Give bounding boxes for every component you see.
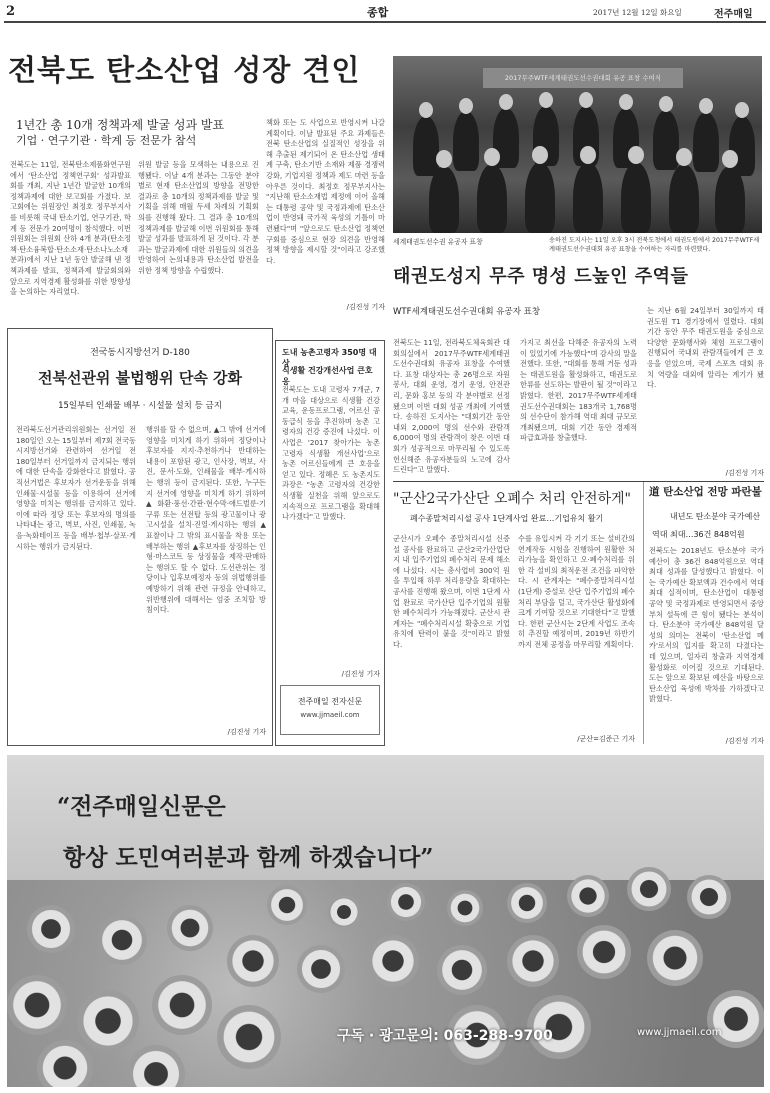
page-number: 2 bbox=[6, 4, 16, 19]
e-paper-promo bbox=[280, 685, 380, 735]
lead-body-col-2: 위원 발굴 등을 모색하는 내용으로 진행됐다. 이날 4개 분과는 그동안 분야별로 현재 탄소산업의 방향을 전망한 결과로 총 10개의 정책과제를 발굴 및 기획을 위해 매월 두세 차례의 기획회의를 진행해 왔다. 그 결과 총 10개의 정책과제를 발굴해 이번 위원회를 통해 발굴 성과를 발표하게 된 것이다. 각 분과는 발굴과제에 대한 위원들의 의견을 반영하여 논의내용과 탄소산업 발전을 위한 정책 방향을 수립했다. bbox=[138, 160, 259, 275]
taekwondo-body-col-2: 가지고 최선을 다해준 유공자의 노력이 있었기에 가능했다"며 감사의 말을 전했다. 또한, "대회를 통해 거둔 성과는 태권도원을 활성화하고, 태권도로 한류를 선도하는 발판이 될 것"이라고 밝혔다. 한편, 2017무주WTF세계태권도선수권대회는 183개국 1,768명의 선수단이 참가해 역대 최대 규모로 개최됐으며, 대회 기간 동안 경제적 파급효과를 창출했다. bbox=[520, 338, 637, 443]
column-divider bbox=[643, 482, 644, 744]
farm-article-box bbox=[275, 340, 385, 746]
taekwondo-body-col-3: 는 지난 6월 24일부터 30일까지 태권도원 T1 경기장에서 열렸다. 대회 기간 동안 무주 태권도원을 중심으로 다양한 문화행사와 체험 프로그램이 진행되어 국내외 관람객들에게 큰 호응을 얻었으며, 국제 스포츠 대회 유치 역량을 대외에 알리는 계기가 됐다. bbox=[647, 306, 764, 390]
taekwondo-headline: 태권도성지 무주 명성 드높인 주역들 bbox=[393, 266, 689, 287]
election-headline: 전북선관위 불법행위 단속 강화 bbox=[37, 369, 243, 387]
ad-slogan-line-1: “전주매일신문은 bbox=[57, 793, 226, 820]
taekwondo-byline: /김진성 기자 bbox=[725, 469, 764, 477]
section-divider bbox=[393, 481, 764, 482]
lead-byline: /김진성 기자 bbox=[346, 303, 385, 311]
gunsan-subhead: 폐수종말처리시설 공사 1단계사업 완료…기업유치 활기 bbox=[410, 514, 604, 523]
farm-body: 전북도는 도내 고령자 7개군, 7개 마을 대상으로 식생활 건강교육, 운동프로그램, 어르신 공동급식 등을 추진하며 농촌 고령자의 건강 증진에 나섰다. 이 사업은 '2017 찾아가는 농촌 고령자 식생활 개선사업'으로 농촌 어르신들에게 큰 호응을 얻고 있다. 정혜은 도 농촌지도과장은 "농촌 고령자의 건강한 식생활 실천을 위해 앞으로도 지속적으로 프로그램을 확대해 나가겠다"고 말했다. bbox=[282, 385, 380, 522]
ad-website-link[interactable]: www.jjmaeil.com bbox=[637, 1027, 722, 1038]
masthead-logo: 전주매일 bbox=[714, 9, 753, 20]
e-paper-url[interactable]: www.jjmaeil.com bbox=[300, 711, 360, 719]
photo-caption-title: 세계태권도선수권 유공자 표창 bbox=[393, 238, 483, 246]
carbon-byline: /김진성 기자 bbox=[725, 737, 764, 745]
e-paper-title: 전주매일 전자신문 bbox=[297, 697, 363, 706]
farm-headline-1: 도내 농촌고령자 350명 대상 bbox=[282, 348, 377, 368]
gunsan-body-col-1: 군산시가 오페수 종말처리시설 신증설 공사를 완료하고 군산2국가산업단지 내 입주기업의 폐수처리 문제 해소에 나섰다. 시는 총사업비 300억 원을 투입해 하루 처리용량을 확대하는 공사를 진행해 왔으며, 이번 1단계 사업 완료로 국가산단 입주기업의 원활한 폐수처리가 가능해졌다. 군산시 관계자는 "폐수처리시설 확충으로 기업 유치에 탄력이 붙을 것"이라고 밝혔다. bbox=[393, 534, 510, 649]
taekwondo-subhead: WTF세계태권도선수권대회 유공자 표창 bbox=[393, 307, 541, 317]
sunflower-advertisement bbox=[7, 755, 764, 1087]
lead-subhead-1: 1년간 총 10개 정책과제 발굴 성과 발표 bbox=[16, 118, 225, 132]
lead-headline: 전북도 탄소산업 성장 견인 bbox=[8, 53, 361, 87]
election-subhead: 15일부터 인쇄물 배부 · 시설물 설치 등 금지 bbox=[58, 401, 222, 411]
farm-byline: /김진성 기자 bbox=[341, 670, 380, 678]
ad-contact-phone: 구독 · 광고문의: 063-288-9700 bbox=[337, 1028, 553, 1044]
photo-caption-text: 송하진 도지사는 11일 오후 3시 전북도청에서 태권도원에서 2017무주WTF세계태권도선수권대회 유공 표창을 수여하는 자리를 마련했다. bbox=[549, 237, 760, 253]
election-body-col-2: 행위를 할 수 없으며, ▲그 밖에 선거에 영향을 미치게 하기 위하여 정당이나 후보자를 지지·추천하거나 반대하는 내용이 포함된 광고, 인사장, 벽보, 사진, 문서·도화, 인쇄물을 배부·게시하는 행위 등이 금지된다. 또한, 누구든지 선거에 영향을 미치게 하기 위하여 ▲화환·풍선·간판·현수막·애드벌룬·기구류 또는 선전탑 등의 광고물이나 광고시설을 설치·진열·게시하는 행위 ▲표찰이나 그 밖의 표시물을 착용 또는 배부하는 행위 ▲후보자를 상징하는 인형·마스코트 등 상징물을 제작·판매하는 행위도 할 수 없다. 도선관위는 정당이나 입후보예정자 등의 위법행위를 예방하기 위해 관련 규정을 안내하고, 위반행위에 대해서는 엄중 조치할 방침이다. bbox=[146, 425, 266, 615]
header-rule bbox=[4, 21, 766, 23]
gunsan-headline: "군산2국가산단 오폐수 처리 안전하게" bbox=[393, 491, 631, 507]
carbon-subhead-1: 내년도 탄소분야 국가예산 bbox=[670, 512, 761, 521]
lead-body-col-3: 책화 또는 도 사업으로 반영시켜 나갈 계획이다. 이날 발표된 주요 과제들은 전북 탄소산업의 실질적인 성장을 위해 추출된 제기되어 온 탄소산업 생태계 구축, 탄소기반 소재와 제품 경쟁력 강화, 기업지원 정책과 제도 마련 등을 아우른 것이다. 최정호 정무부지사는 "지난해 탄소소재법 제정에 이어 올해는 대통령 공약 및 국정과제에 탄소산업이 반영돼 국가적 육성의 기틀이 마련됐다"며 "앞으로도 탄소산업 정책연구회를 중심으로 현장 의견을 반영해 정책 방향을 제시할 것"이라고 강조했다. bbox=[266, 118, 385, 265]
election-kicker: 전국동시지방선거 D-180 bbox=[90, 348, 190, 358]
carbon-headline: 道 탄소산업 전망 파란불 bbox=[649, 486, 762, 498]
carbon-subhead-2: 역대 최대…36건 848억원 bbox=[652, 530, 745, 539]
issue-date: 2017년 12월 12일 화요일 bbox=[593, 8, 682, 17]
election-article-box bbox=[7, 328, 273, 746]
election-body-col-1: 전라북도선거관리위원회는 선거일 전 180일인 오는 15일부터 제7회 전국동시지방선거와 관련하여 선거일 전 180일부터 선거일까지 금지되는 행위에 대한 단속을 강화한다고 밝혔다. 공직선거법은 후보자가 선거운동을 위해 인쇄물·시설물 등을 이용하여 선거에 영향을 미치는 행위를 금지하고 있다. 이에 따라 정당 또는 후보자의 명의를 나타내는 광고, 벽보, 사진, 인쇄물, 녹음·녹화테이프 등을 배부·첩부·살포·게시하는 행위가 금지된다. bbox=[16, 425, 136, 551]
photo-banner: 2017무주WTF세계태권도선수권대회 유공 표창 수여식 bbox=[483, 68, 683, 88]
carbon-body: 전북도는 2018년도 탄소분야 국가예산이 총 36건 848억원으로 역대 최대 성과를 달성했다고 밝혔다. 이는 국가예산 확보액과 건수에서 역대 최대 실적이며, 탄소산업이 대통령 공약 및 국정과제로 반영되면서 중앙부처 설득에 큰 힘이 됐다는 분석이다. 탄소분야 국가예산 848억원 달성의 의미는 전북이 '탄소산업 메카'로서의 입지를 확고히 다졌다는 데 있으며, 일자리 창출과 지역경제 활성화로 이어질 것으로 기대된다. 도는 앞으로 확보된 예산을 바탕으로 탄소산업 육성에 박차를 가하겠다고 밝혔다. bbox=[649, 546, 764, 704]
award-ceremony-photo bbox=[393, 56, 762, 233]
election-byline: /김진성 기자 bbox=[227, 728, 266, 736]
lead-body-col-1: 전북도는 11일, 전북탄소제품화연구원에서 '탄소산업 정책연구회' 성과발표회를 개최, 지난 1년간 발굴한 10개의 정책과제에 대한 보고회를 가졌다. 보고회에는 위원장인 최정호 정무부지사를 비롯해 국내 탄소기업, 연구기관, 학계 등 전문가 20여명이 참석했다. 이번 위원회는 위원회 산하 4개 분과(탄소정책·탄소융복합·탄소소재·탄소나노소재분과)에서 지난 1년 동안 발굴해 낸 정책과제를 발표, 정책과제 발굴회의와 앞으로 지역경제 활성화를 위한 방향성을 논의하는 자리였다. bbox=[10, 160, 131, 297]
farm-headline-2: 식생활 건강개선사업 큰호응 bbox=[282, 366, 373, 386]
gunsan-body-col-2: 수를 유입시켜 각 기기 또는 설비간의 연계작동 시험을 진행하여 원활한 처리가능을 확인하고 오·폐수처리를 위한 각 설비의 최적운전 조건을 파악한다. 시 관계자는 "폐수종말처리시설(1단계) 증설로 산단 입주기업의 폐수처리 부담을 덜고, 국가산단 활성화에 크게 기여할 것으로 기대한다"고 말했다. 한편 군산시는 2단계 사업도 조속히 추진할 예정이며, 2019년 하반기까지 전체 공정을 마무리할 계획이다. bbox=[518, 534, 635, 649]
section-title: 종합 bbox=[367, 6, 389, 19]
lead-subhead-2: 기업 · 연구기관 · 학계 등 전문가 참석 bbox=[16, 134, 197, 147]
taekwondo-body-col-1: 전북도는 11일, 전라북도체육회관 대회의실에서 2017무주WTF세계태권도선수권대회 유공자 표창을 수여했다. 표창 대상자는 총 26명으로 자원봉사, 대회 운영, 경기 운영, 안전관리, 문화 홍보 등의 각 분야별로 선정됐으며 이번 대회 성공 개최에 기여했다. 송하진 도지사는 "대회기간 동안 내외 2,000여 명의 선수와 관람객 6,000여 명의 관람객이 찾은 이번 대회가 성공적으로 마무리될 수 있도록 헌신해준 유공자분들의 노고에 감사드린다"고 말했다. bbox=[393, 338, 510, 475]
ad-slogan-line-2: 항상 도민여러분과 함께 하겠습니다” bbox=[63, 844, 434, 871]
gunsan-byline: /군산=김준근 기자 bbox=[577, 735, 635, 743]
